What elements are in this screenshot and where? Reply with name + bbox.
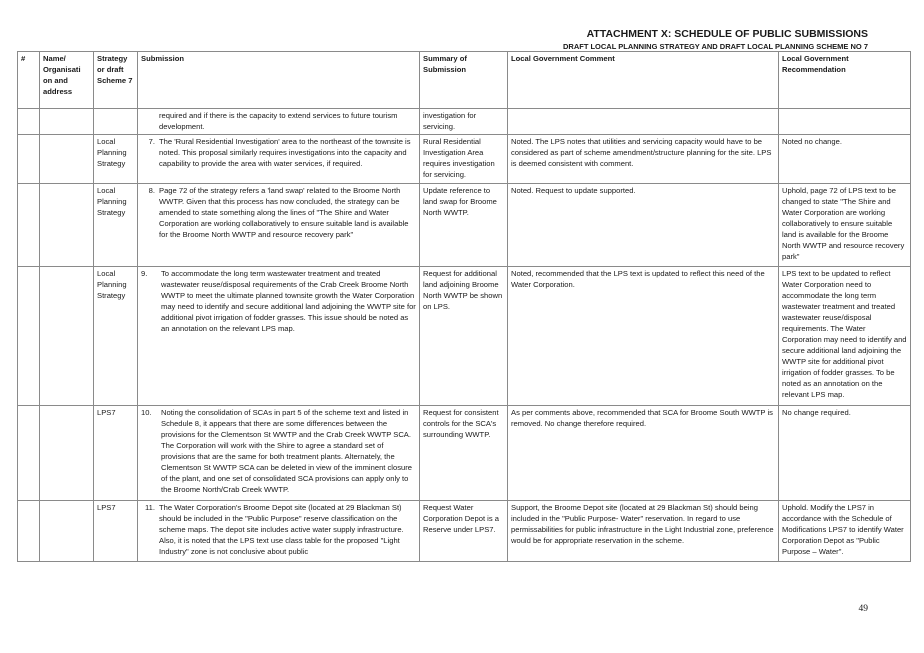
- cell-number: [18, 501, 40, 562]
- table-header-row: [18, 52, 911, 109]
- cell-comment: Noted. Request to update supported.: [508, 184, 779, 267]
- submission-text: The Water Corporation's Broome Depot site (located at 29 Blackman St) should be included in the "Public Purpose" reserve classification on the scheme maps. The depot site includes active water supply infrastructure. Also, it is noted that the LPS text use class table for the proposed "Light Industry" zone is not conclusive about public: [159, 503, 404, 556]
- col-header-number: #: [18, 52, 40, 109]
- submission-text: The 'Rural Residential Investigation' area to the northeast of the townsite is noted. This proposal similarly requires investigations into the capacity and capability to provide the area with water services, if required.: [159, 137, 411, 168]
- cell-recommendation: No change required.: [779, 406, 911, 501]
- col-header-name: Name/ Organisati on and address: [40, 52, 94, 109]
- document-subtitle: DRAFT LOCAL PLANNING STRATEGY AND DRAFT LOCAL PLANNING SCHEME NO 7: [562, 42, 868, 51]
- cell-summary: Rural Residential Investigation Area requires investigation for servicing.: [420, 135, 508, 184]
- cell-comment: Noted. The LPS notes that utilities and servicing capacity would have to be considered as part of scheme amendment/structure planning for the site. LPS is deemed consistent with comment.: [508, 135, 779, 184]
- document-title: ATTACHMENT X: SCHEDULE OF PUBLIC SUBMISSIONS: [586, 28, 868, 40]
- cell-submission: [138, 501, 420, 562]
- table-row: [18, 406, 911, 501]
- table-row: [18, 184, 911, 267]
- submission-number: 7.: [148, 137, 155, 146]
- col-header-strategy: Strategy or draft Scheme 7: [94, 52, 138, 109]
- cell-submission: [138, 109, 420, 135]
- col-header-submission: Submission: [138, 52, 420, 109]
- cell-submission: [138, 184, 420, 267]
- cell-comment: Support, the Broome Depot site (located at 29 Blackman St) should being included in the "Public Purpose- Water" reservation. In regard to use permissabilities for public infrastructure in the Light Industrial zone, preference would be for appropriate reservation in the scheme.: [508, 501, 779, 562]
- table-row: [18, 267, 911, 406]
- cell-number: [18, 406, 40, 501]
- cell-strategy: Local Planning Strategy: [94, 184, 138, 267]
- cell-name: [40, 135, 94, 184]
- col-header-recommendation: Local Government Recommendation: [779, 52, 911, 109]
- cell-summary: Update reference to land swap for Broome North WWTP.: [420, 184, 508, 267]
- submission-text: To accommodate the long term wastewater treatment and treated wastewater reuse/disposal requirements of the Crab Creek Broome North WWTP to meet the ultimate planned townsite growth the Water Corporation may need to identify and secure additional land adjoining the WWTP site for additional pivot irrigation of fodder grasses. This issue should be noted as an annotation on the relevant LPS map.: [161, 269, 416, 333]
- col-header-summary: Summary of Submission: [420, 52, 508, 109]
- cell-name: [40, 109, 94, 135]
- submission-text: Page 72 of the strategy refers a 'land swap' related to the Broome North WWTP. Given that this process has now concluded, the strategy can be amended to state something along the lines of "The Shire and Water Corporation are working collaboratively to ensure suitable land is available for the Broome North WWTP and resource recovery park": [159, 186, 409, 239]
- cell-number: [18, 135, 40, 184]
- submission-number: [141, 110, 159, 132]
- cell-recommendation: LPS text to be updated to reflect Water Corporation need to accommodate the long term wastewater treatment and treated wastewater reuse/disposal requirements. The Water Corporation may need to identify and secure additional land adjoining the WWTP site for additional pivot irrigation of fodder grasses. To be noted as an annotation on the relevant LPS map.: [779, 267, 911, 406]
- cell-number: [18, 109, 40, 135]
- cell-comment: As per comments above, recommended that SCA for Broome South WWTP is removed. No change therefore required.: [508, 406, 779, 501]
- cell-name: [40, 184, 94, 267]
- page-number: 49: [858, 604, 868, 614]
- cell-strategy: [94, 109, 138, 135]
- cell-name: [40, 267, 94, 406]
- cell-submission: [138, 267, 420, 406]
- submission-text: Noting the consolidation of SCAs in part 5 of the scheme text and listed in Schedule 8, it appears that there are some differences between the provisions for the Clementson St WWTP and the Crab Creek WWTP SCA. The Corporation will work with the Shire to agree a standard set of provisions that are the same for both treatment plants. Alternately, the Clementson St WWTP SCA can be deleted in view of the imminent closure of the plant, and one set of consolidated SCA provisions can apply only to the Broome North/Crab Creek WWTP.: [161, 408, 412, 494]
- table-row: [18, 135, 911, 184]
- cell-recommendation: Uphold. Modify the LPS7 in accordance with the Schedule of Modifications LPS7 to identify Water Corporation Depot as "Public Purpose – Water".: [779, 501, 911, 562]
- cell-strategy: LPS7: [94, 406, 138, 501]
- cell-recommendation: Noted no change.: [779, 135, 911, 184]
- cell-summary: Request for consistent controls for the SCA's surrounding WWTP.: [420, 406, 508, 501]
- cell-strategy: LPS7: [94, 501, 138, 562]
- table-row: [18, 109, 911, 135]
- col-header-comment: Local Government Comment: [508, 52, 779, 109]
- submission-number: 9.: [141, 269, 148, 278]
- submission-number: 11.: [145, 503, 155, 512]
- cell-submission: [138, 406, 420, 501]
- cell-comment: Noted, recommended that the LPS text is updated to reflect this need of the Water Corporation.: [508, 267, 779, 406]
- submissions-table: [17, 51, 911, 562]
- cell-recommendation: [779, 109, 911, 135]
- cell-summary: Request Water Corporation Depot is a Reserve under LPS7.: [420, 501, 508, 562]
- cell-recommendation: Uphold, page 72 of LPS text to be changed to state "The Shire and Water Corporation are working collaboratively to ensure suitable land is available for the Broome North WWTP and resource recovery park": [779, 184, 911, 267]
- submission-number: 8.: [148, 186, 155, 195]
- cell-comment: [508, 109, 779, 135]
- cell-name: [40, 501, 94, 562]
- cell-summary: Request for additional land adjoining Broome North WWTP be shown on LPS.: [420, 267, 508, 406]
- submission-number: 10.: [141, 408, 152, 417]
- cell-summary: investigation for servicing.: [420, 109, 508, 135]
- cell-number: [18, 184, 40, 267]
- cell-number: [18, 267, 40, 406]
- cell-submission: [138, 135, 420, 184]
- table-row: [18, 501, 911, 562]
- cell-strategy: Local Planning Strategy: [94, 267, 138, 406]
- cell-name: [40, 406, 94, 501]
- cell-strategy: Local Planning Strategy: [94, 135, 138, 184]
- submission-text: required and if there is the capacity to extend services to future tourism development.: [159, 111, 398, 131]
